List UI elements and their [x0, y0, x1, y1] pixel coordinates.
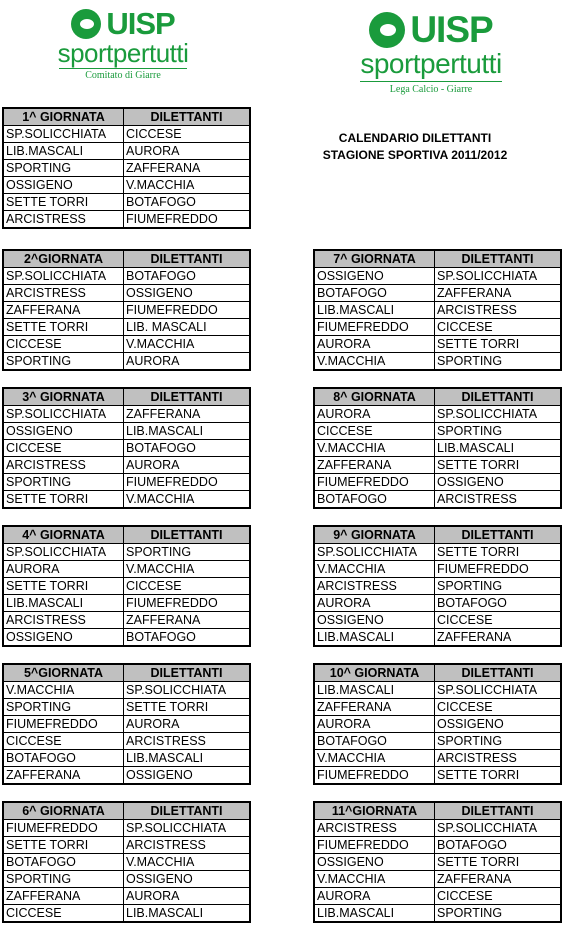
round-table-11	[313, 801, 562, 923]
away-team: LIB.MASCALI	[435, 440, 562, 457]
round-category: DILETTANTI	[124, 250, 251, 268]
away-team: AURORA	[124, 888, 251, 905]
logo-brand: UISP	[410, 9, 493, 50]
match-row	[3, 474, 250, 491]
home-team: CICCESE	[3, 905, 124, 923]
match-row	[3, 285, 250, 302]
home-team: SETTE TORRI	[3, 578, 124, 595]
match-row	[314, 733, 561, 750]
away-team: SP.SOLICCHIATA	[124, 820, 251, 837]
home-team: ZAFFERANA	[3, 767, 124, 785]
home-team: AURORA	[314, 336, 435, 353]
home-team: BOTAFOGO	[314, 491, 435, 509]
round-table-1	[2, 107, 251, 229]
match-row	[314, 561, 561, 578]
home-team: FIUMEFREDDO	[314, 319, 435, 336]
match-row	[314, 854, 561, 871]
round-category: DILETTANTI	[124, 664, 251, 682]
match-row	[314, 905, 561, 923]
round-category: DILETTANTI	[435, 526, 562, 544]
away-team: OSSIGENO	[435, 716, 562, 733]
home-team: FIUMEFREDDO	[314, 837, 435, 854]
home-team: SPORTING	[3, 871, 124, 888]
round-header-row	[3, 526, 250, 544]
home-team: ARCISTRESS	[3, 612, 124, 629]
home-team: FIUMEFREDDO	[314, 474, 435, 491]
match-row	[314, 595, 561, 612]
match-row	[314, 871, 561, 888]
round-header-row	[3, 388, 250, 406]
round-header-row	[314, 664, 561, 682]
away-team: FIUMEFREDDO	[124, 595, 251, 612]
home-team: BOTAFOGO	[314, 285, 435, 302]
soccer-ball-icon	[71, 9, 101, 39]
round-header-row	[314, 388, 561, 406]
away-team: ZAFFERANA	[435, 871, 562, 888]
home-team: SP.SOLICCHIATA	[314, 544, 435, 561]
home-team: SETTE TORRI	[3, 319, 124, 336]
round-table-2	[2, 249, 251, 371]
home-team: V.MACCHIA	[314, 750, 435, 767]
home-team: ARCISTRESS	[314, 820, 435, 837]
uisp-logo-lega-calcio	[356, 11, 506, 95]
away-team: ARCISTRESS	[435, 491, 562, 509]
away-team: CICCESE	[435, 612, 562, 629]
round-table-9	[313, 525, 562, 647]
home-team: SETTE TORRI	[3, 491, 124, 509]
round-title: 8^ GIORNATA	[314, 388, 435, 406]
away-team: SETTE TORRI	[435, 544, 562, 561]
match-row	[3, 177, 250, 194]
logo-divider	[360, 81, 502, 82]
away-team: V.MACCHIA	[124, 177, 251, 194]
away-team: AURORA	[124, 716, 251, 733]
away-team: SETTE TORRI	[435, 767, 562, 785]
away-team: SPORTING	[435, 733, 562, 750]
match-row	[314, 353, 561, 371]
match-row	[314, 837, 561, 854]
match-row	[314, 457, 561, 474]
match-row	[3, 767, 250, 785]
match-row	[314, 767, 561, 785]
away-team: SPORTING	[124, 544, 251, 561]
round-title: 9^ GIORNATA	[314, 526, 435, 544]
match-row	[314, 578, 561, 595]
away-team: SP.SOLICCHIATA	[435, 268, 562, 285]
home-team: SP.SOLICCHIATA	[3, 406, 124, 423]
away-team: LIB.MASCALI	[124, 750, 251, 767]
match-row	[314, 319, 561, 336]
home-team: CICCESE	[3, 336, 124, 353]
match-row	[3, 905, 250, 923]
away-team: CICCESE	[124, 126, 251, 143]
round-table-4	[2, 525, 251, 647]
round-title: 5^GIORNATA	[3, 664, 124, 682]
home-team: V.MACCHIA	[3, 682, 124, 699]
match-row	[3, 750, 250, 767]
match-row	[314, 612, 561, 629]
home-team: V.MACCHIA	[314, 561, 435, 578]
logo-caption: Comitato di Giarre	[85, 70, 161, 81]
away-team: ZAFFERANA	[124, 406, 251, 423]
home-team: LIB.MASCALI	[314, 302, 435, 319]
home-team: SETTE TORRI	[3, 837, 124, 854]
home-team: SPORTING	[3, 474, 124, 491]
round-title: 6^ GIORNATA	[3, 802, 124, 820]
round-header-row	[314, 250, 561, 268]
round-title: 11^GIORNATA	[314, 802, 435, 820]
logo-divider	[59, 68, 187, 69]
home-team: SPORTING	[3, 160, 124, 177]
away-team: SPORTING	[435, 578, 562, 595]
match-row	[3, 268, 250, 285]
home-team: BOTAFOGO	[314, 733, 435, 750]
away-team: V.MACCHIA	[124, 854, 251, 871]
match-row	[3, 578, 250, 595]
match-row	[314, 285, 561, 302]
match-row	[314, 820, 561, 837]
round-header-row	[3, 802, 250, 820]
round-category: DILETTANTI	[435, 802, 562, 820]
away-team: CICCESE	[435, 699, 562, 716]
round-table-8	[313, 387, 562, 509]
home-team: OSSIGENO	[314, 612, 435, 629]
logo-tagline: sportpertutti	[360, 48, 502, 79]
away-team: ARCISTRESS	[435, 302, 562, 319]
match-row	[314, 268, 561, 285]
home-team: ZAFFERANA	[3, 302, 124, 319]
round-table-3	[2, 387, 251, 509]
home-team: SP.SOLICCHIATA	[3, 268, 124, 285]
match-row	[3, 457, 250, 474]
match-row	[314, 750, 561, 767]
home-team: BOTAFOGO	[3, 854, 124, 871]
round-table-5	[2, 663, 251, 785]
away-team: OSSIGENO	[124, 871, 251, 888]
home-team: AURORA	[3, 561, 124, 578]
match-row	[3, 595, 250, 612]
match-row	[314, 336, 561, 353]
match-row	[3, 612, 250, 629]
away-team: OSSIGENO	[124, 285, 251, 302]
home-team: ZAFFERANA	[314, 457, 435, 474]
match-row	[3, 440, 250, 457]
home-team: LIB.MASCALI	[3, 143, 124, 160]
away-team: BOTAFOGO	[435, 837, 562, 854]
away-team: ARCISTRESS	[435, 750, 562, 767]
round-title: 10^ GIORNATA	[314, 664, 435, 682]
match-row	[314, 629, 561, 647]
calendar-title	[305, 130, 525, 164]
home-team: AURORA	[314, 888, 435, 905]
soccer-ball-icon	[369, 12, 405, 48]
match-row	[314, 699, 561, 716]
round-table-6	[2, 801, 251, 923]
home-team: CICCESE	[3, 440, 124, 457]
away-team: CICCESE	[435, 319, 562, 336]
logo-brand: UISP	[106, 6, 175, 41]
away-team: FIUMEFREDDO	[124, 474, 251, 491]
match-row	[314, 544, 561, 561]
home-team: CICCESE	[314, 423, 435, 440]
match-row	[3, 820, 250, 837]
home-team: AURORA	[314, 595, 435, 612]
match-row	[314, 406, 561, 423]
round-category: DILETTANTI	[435, 664, 562, 682]
match-row	[3, 733, 250, 750]
match-row	[314, 440, 561, 457]
home-team: SP.SOLICCHIATA	[3, 126, 124, 143]
round-category: DILETTANTI	[435, 250, 562, 268]
away-team: AURORA	[124, 457, 251, 474]
match-row	[3, 423, 250, 440]
home-team: AURORA	[314, 406, 435, 423]
round-category: DILETTANTI	[124, 802, 251, 820]
away-team: V.MACCHIA	[124, 561, 251, 578]
away-team: ARCISTRESS	[124, 837, 251, 854]
match-row	[314, 491, 561, 509]
away-team: ZAFFERANA	[435, 629, 562, 647]
match-row	[3, 143, 250, 160]
home-team: ARCISTRESS	[3, 211, 124, 229]
home-team: SPORTING	[3, 353, 124, 371]
away-team: SETTE TORRI	[435, 336, 562, 353]
match-row	[314, 888, 561, 905]
away-team: FIUMEFREDDO	[124, 211, 251, 229]
home-team: ZAFFERANA	[314, 699, 435, 716]
title-line-1: CALENDARIO DILETTANTI	[338, 131, 492, 145]
match-row	[314, 716, 561, 733]
away-team: V.MACCHIA	[124, 491, 251, 509]
match-row	[3, 302, 250, 319]
home-team: CICCESE	[3, 733, 124, 750]
match-row	[3, 336, 250, 353]
home-team: OSSIGENO	[3, 177, 124, 194]
home-team: ARCISTRESS	[3, 285, 124, 302]
away-team: ZAFFERANA	[124, 612, 251, 629]
match-row	[3, 126, 250, 143]
away-team: ZAFFERANA	[124, 160, 251, 177]
home-team: ARCISTRESS	[314, 578, 435, 595]
round-category: DILETTANTI	[124, 526, 251, 544]
away-team: FIUMEFREDDO	[435, 561, 562, 578]
home-team: AURORA	[314, 716, 435, 733]
away-team: BOTAFOGO	[124, 629, 251, 647]
round-table-10	[313, 663, 562, 785]
round-header-row	[3, 250, 250, 268]
home-team: LIB.MASCALI	[3, 595, 124, 612]
round-category: DILETTANTI	[435, 388, 562, 406]
away-team: OSSIGENO	[124, 767, 251, 785]
match-row	[3, 160, 250, 177]
round-title: 1^ GIORNATA	[3, 108, 124, 126]
away-team: AURORA	[124, 353, 251, 371]
match-row	[3, 854, 250, 871]
match-row	[314, 682, 561, 699]
uisp-logo-comitato-giarre	[55, 8, 191, 81]
home-team: V.MACCHIA	[314, 871, 435, 888]
round-header-row	[314, 802, 561, 820]
away-team: SPORTING	[435, 353, 562, 371]
match-row	[3, 319, 250, 336]
away-team: BOTAFOGO	[124, 440, 251, 457]
away-team: OSSIGENO	[435, 474, 562, 491]
match-row	[3, 629, 250, 647]
round-header-row	[3, 108, 250, 126]
match-row	[3, 544, 250, 561]
away-team: SETTE TORRI	[124, 699, 251, 716]
home-team: OSSIGENO	[314, 268, 435, 285]
home-team: SETTE TORRI	[3, 194, 124, 211]
home-team: V.MACCHIA	[314, 353, 435, 371]
away-team: FIUMEFREDDO	[124, 302, 251, 319]
round-title: 3^ GIORNATA	[3, 388, 124, 406]
home-team: ZAFFERANA	[3, 888, 124, 905]
title-line-2: STAGIONE SPORTIVA 2011/2012	[322, 148, 508, 162]
home-team: LIB.MASCALI	[314, 682, 435, 699]
match-row	[3, 194, 250, 211]
home-team: LIB.MASCALI	[314, 629, 435, 647]
round-title: 7^ GIORNATA	[314, 250, 435, 268]
round-title: 4^ GIORNATA	[3, 526, 124, 544]
home-team: SPORTING	[3, 699, 124, 716]
away-team: BOTAFOGO	[124, 194, 251, 211]
home-team: OSSIGENO	[3, 629, 124, 647]
match-row	[3, 837, 250, 854]
match-row	[3, 716, 250, 733]
away-team: BOTAFOGO	[124, 268, 251, 285]
away-team: SP.SOLICCHIATA	[435, 682, 562, 699]
away-team: SPORTING	[435, 905, 562, 923]
home-team: FIUMEFREDDO	[3, 820, 124, 837]
round-category: DILETTANTI	[124, 388, 251, 406]
round-table-7	[313, 249, 562, 371]
match-row	[3, 888, 250, 905]
away-team: ARCISTRESS	[124, 733, 251, 750]
match-row	[3, 406, 250, 423]
away-team: CICCESE	[435, 888, 562, 905]
away-team: SETTE TORRI	[435, 457, 562, 474]
away-team: BOTAFOGO	[435, 595, 562, 612]
away-team: SP.SOLICCHIATA	[124, 682, 251, 699]
round-header-row	[314, 526, 561, 544]
away-team: SETTE TORRI	[435, 854, 562, 871]
away-team: LIB. MASCALI	[124, 319, 251, 336]
round-category: DILETTANTI	[124, 108, 251, 126]
away-team: SP.SOLICCHIATA	[435, 820, 562, 837]
match-row	[3, 491, 250, 509]
logo-tagline: sportpertutti	[57, 38, 189, 68]
home-team: BOTAFOGO	[3, 750, 124, 767]
home-team: FIUMEFREDDO	[314, 767, 435, 785]
home-team: V.MACCHIA	[314, 440, 435, 457]
match-row	[3, 871, 250, 888]
match-row	[3, 682, 250, 699]
home-team: OSSIGENO	[3, 423, 124, 440]
round-header-row	[3, 664, 250, 682]
match-row	[3, 561, 250, 578]
away-team: AURORA	[124, 143, 251, 160]
away-team: SP.SOLICCHIATA	[435, 406, 562, 423]
home-team: OSSIGENO	[314, 854, 435, 871]
away-team: SPORTING	[435, 423, 562, 440]
match-row	[314, 302, 561, 319]
home-team: SP.SOLICCHIATA	[3, 544, 124, 561]
away-team: LIB.MASCALI	[124, 905, 251, 923]
away-team: CICCESE	[124, 578, 251, 595]
away-team: ZAFFERANA	[435, 285, 562, 302]
home-team: FIUMEFREDDO	[3, 716, 124, 733]
match-row	[3, 353, 250, 371]
match-row	[3, 211, 250, 229]
round-title: 2^GIORNATA	[3, 250, 124, 268]
match-row	[314, 423, 561, 440]
match-row	[314, 474, 561, 491]
match-row	[3, 699, 250, 716]
home-team: LIB.MASCALI	[314, 905, 435, 923]
logo-caption: Lega Calcio - Giarre	[389, 84, 473, 95]
away-team: LIB.MASCALI	[124, 423, 251, 440]
away-team: V.MACCHIA	[124, 336, 251, 353]
home-team: ARCISTRESS	[3, 457, 124, 474]
